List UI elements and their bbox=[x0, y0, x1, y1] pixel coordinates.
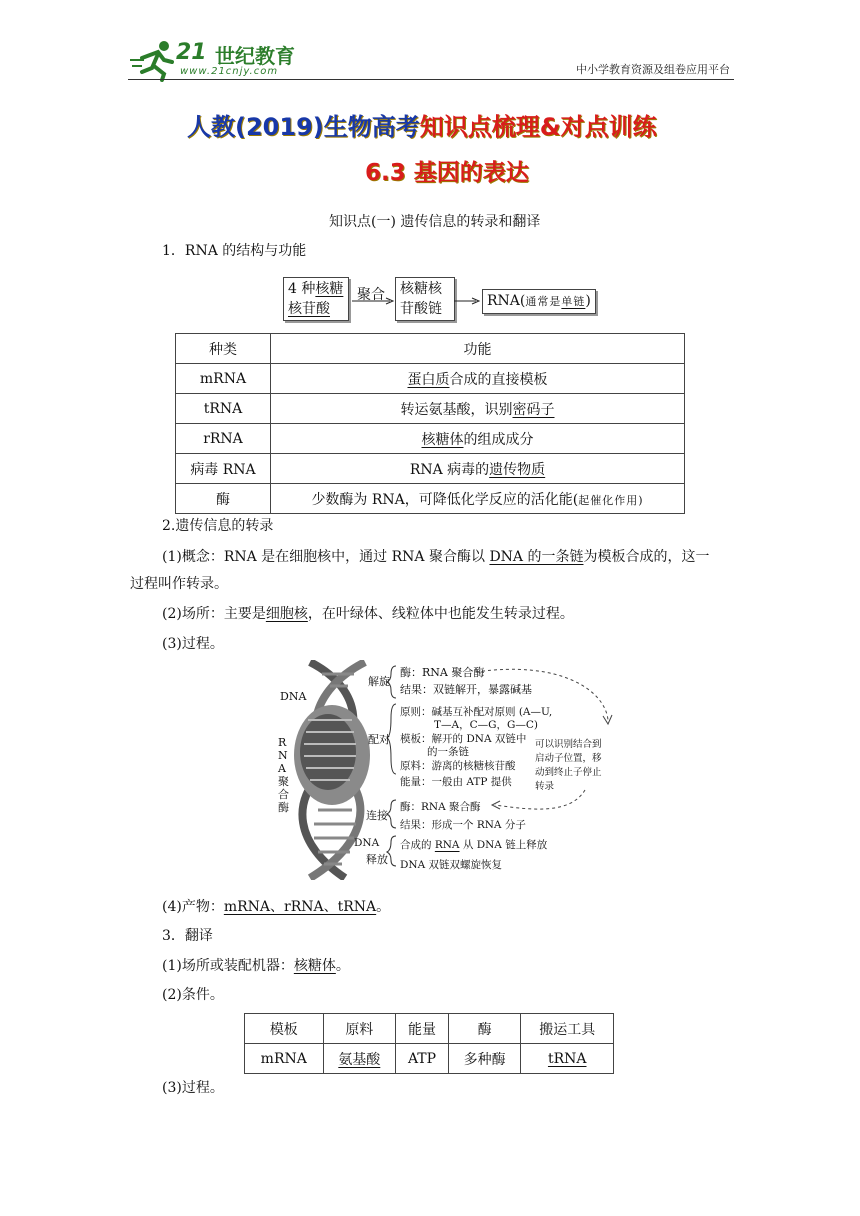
table-cell-underlined: tRNA bbox=[547, 1050, 587, 1067]
flow-arrow-label: 聚合 bbox=[357, 287, 385, 303]
cell-underlined: 蛋白质 bbox=[407, 371, 450, 388]
diagram-step4-underlined: RNA bbox=[434, 839, 460, 851]
cell-pre: 少数酶为 RNA，可降低化学反应的活化能( bbox=[311, 491, 579, 508]
flow-box3-small: 通常是 bbox=[525, 295, 562, 308]
table-row bbox=[176, 454, 685, 484]
flow-box3-suffix: ) bbox=[585, 293, 591, 309]
cell-post: 合成的直接模板 bbox=[449, 371, 548, 388]
diagram-note-line4: 转录 bbox=[535, 781, 555, 792]
cell-post: 的组成成分 bbox=[463, 431, 534, 448]
title-part-b: 知识点梳理&对点训练 bbox=[419, 113, 657, 141]
cell-pre: RNA 病毒的 bbox=[409, 461, 490, 478]
table-header-cell: 能量 bbox=[396, 1014, 449, 1044]
table-cell-kind: tRNA bbox=[176, 394, 271, 424]
document-subtitle: 6.3 基因的表达 bbox=[365, 160, 529, 186]
table-cell bbox=[521, 1044, 614, 1074]
s3-heading: 3．翻译 bbox=[162, 928, 213, 944]
table-header-row bbox=[176, 334, 685, 364]
table-row bbox=[176, 424, 685, 454]
table-row bbox=[176, 394, 685, 424]
table-header-cell: 搬运工具 bbox=[521, 1014, 614, 1044]
diagram-note-line3: 动到终止子停止 bbox=[535, 767, 602, 778]
table-header-kind: 种类 bbox=[176, 334, 271, 364]
diagram-step-unwind: 解旋 bbox=[368, 675, 390, 688]
table-cell bbox=[323, 1044, 396, 1074]
table-cell-underlined: 氨基酸 bbox=[338, 1051, 381, 1068]
header-divider bbox=[128, 79, 734, 80]
s2-p2-post: ，在叶绿体、线粒体中也能发生转录过程。 bbox=[307, 606, 574, 622]
diagram-step4-post: 从 DNA 链上释放 bbox=[459, 839, 548, 851]
diagram-step-pair: 配对 bbox=[368, 733, 390, 746]
s2-paragraph-1-line2: 过程叫作转录。 bbox=[130, 576, 228, 592]
diagram-step4-restore: DNA 双链双螺旋恢复 bbox=[400, 859, 503, 871]
table-header-row bbox=[245, 1014, 614, 1044]
s2-paragraph-3: (3)过程。 bbox=[162, 636, 224, 652]
flow-box1-prefix: 4 种 bbox=[288, 281, 316, 297]
s2-p2-pre: (2)场所：主要是 bbox=[162, 606, 266, 622]
table-header-cell: 原料 bbox=[323, 1014, 396, 1044]
diagram-step2-material: 原料：游离的核糖核苷酸 bbox=[400, 760, 516, 772]
flow-box1-u2: 核苷酸 bbox=[288, 301, 330, 317]
table-cell: ATP bbox=[396, 1044, 449, 1074]
diagram-dna-top-label: DNA bbox=[280, 690, 307, 703]
diagram-note-line1: 可以识别结合到 bbox=[535, 739, 602, 750]
s3-p1-underlined: 核糖体 bbox=[293, 958, 336, 974]
cell-post: 起催化作用) bbox=[578, 493, 644, 507]
cell-pre: 转运氨基酸，识别 bbox=[400, 401, 513, 418]
cell-underlined: 遗传物质 bbox=[489, 461, 546, 478]
flow-arrow-1-icon bbox=[350, 296, 396, 306]
table-cell-function bbox=[271, 394, 685, 424]
table-cell-function bbox=[271, 484, 685, 514]
diagram-handwritten-note bbox=[535, 738, 602, 794]
cell-underlined: 核糖体 bbox=[421, 431, 464, 448]
flow-arrow-2-icon bbox=[452, 296, 482, 306]
s1-heading: 1．RNA 的结构与功能 bbox=[162, 243, 307, 259]
diagram-note-line2: 启动子位置，移 bbox=[535, 753, 602, 764]
s2-p1-pre: (1)概念：RNA 是在细胞核中，通过 RNA 聚合酶以 bbox=[162, 549, 490, 565]
s3-paragraph-3: (3)过程。 bbox=[162, 1080, 224, 1096]
diagram-step-release: 释放 bbox=[366, 853, 388, 866]
s2-p1-post: 为模板合成的，这一 bbox=[583, 549, 710, 565]
header-platform-text: 中小学教育资源及组卷应用平台 bbox=[576, 63, 730, 76]
diagram-step1-enzyme: 酶：RNA 聚合酶 bbox=[400, 666, 485, 679]
logo-number: 21 bbox=[176, 40, 207, 65]
table-row bbox=[176, 364, 685, 394]
table-header-function: 功能 bbox=[271, 334, 685, 364]
s2-p1-underlined: DNA 的一条链 bbox=[489, 549, 584, 565]
diagram-enzyme-label: RNA聚合酶 bbox=[278, 736, 289, 814]
table-header-cell: 模板 bbox=[245, 1014, 324, 1044]
diagram-step3-enzyme: 酶：RNA 聚合酶 bbox=[400, 801, 481, 813]
diagram-step2-energy: 能量：一般由 ATP 提供 bbox=[400, 776, 512, 788]
s2-p4-post: 。 bbox=[376, 899, 391, 915]
s2-paragraph-4 bbox=[162, 897, 390, 917]
s2-p2-underlined: 细胞核 bbox=[265, 606, 308, 622]
s2-heading: 2.遗传信息的转录 bbox=[162, 518, 274, 534]
runner-logo-icon bbox=[128, 38, 178, 82]
diagram-step4-dna: DNA bbox=[354, 837, 380, 849]
s2-paragraph-1 bbox=[162, 547, 709, 567]
table-cell-function bbox=[271, 454, 685, 484]
diagram-step1-result: 结果：双链解开，暴露碱基 bbox=[400, 683, 532, 696]
diagram-step-connect: 连接 bbox=[366, 809, 388, 822]
s3-p1-post: 。 bbox=[335, 958, 350, 974]
logo-text: 世纪教育 bbox=[215, 44, 295, 68]
table-cell-kind: 病毒 RNA bbox=[176, 454, 271, 484]
table-cell-function bbox=[271, 424, 685, 454]
translation-conditions-table bbox=[244, 1013, 614, 1074]
flow-box3-prefix: RNA( bbox=[487, 293, 526, 309]
table-cell-kind: 酶 bbox=[176, 484, 271, 514]
flow-box-rna bbox=[482, 289, 596, 314]
diagram-step2-principle-line2: T—A，C—G，G—C) bbox=[434, 719, 539, 731]
s3-p1-pre: (1)场所或装配机器： bbox=[162, 958, 294, 974]
flow-box2-line2: 苷酸链 bbox=[400, 301, 442, 317]
table-row bbox=[176, 484, 685, 514]
table-cell-kind: rRNA bbox=[176, 424, 271, 454]
diagram-step2-principle: 原则：碱基互补配对原则 (A—U, bbox=[400, 706, 553, 718]
logo-url: www.21cnjy.com bbox=[180, 66, 279, 77]
flow-box1-u1: 核糖 bbox=[315, 281, 344, 297]
table-cell: mRNA bbox=[245, 1044, 324, 1074]
transcription-diagram bbox=[270, 660, 630, 880]
cell-underlined: 密码子 bbox=[512, 401, 555, 418]
diagram-step2-template: 模板：解开的 DNA 双链中 bbox=[400, 733, 527, 745]
table-cell-function bbox=[271, 364, 685, 394]
diagram-step2-template-line2: 的一条链 bbox=[427, 746, 469, 758]
table-header-cell: 酶 bbox=[448, 1014, 521, 1044]
table-row bbox=[245, 1044, 614, 1074]
table-cell-kind: mRNA bbox=[176, 364, 271, 394]
table-cell: 多种酶 bbox=[448, 1044, 521, 1074]
flow-box-nucleotides bbox=[283, 277, 349, 321]
s3-paragraph-2: (2)条件。 bbox=[162, 987, 224, 1003]
flow-box-chain bbox=[395, 277, 455, 321]
diagram-step3-result: 结果：形成一个 RNA 分子 bbox=[400, 819, 526, 831]
rna-function-table bbox=[175, 333, 685, 514]
title-part-a: 人教(2019)生物高考 bbox=[187, 113, 420, 141]
diagram-step4-pre: 合成的 bbox=[400, 839, 435, 851]
flow-box3-u: 单链 bbox=[561, 295, 586, 308]
s3-paragraph-1 bbox=[162, 956, 350, 976]
s2-p4-pre: (4)产物： bbox=[162, 899, 224, 915]
s2-p4-underlined: mRNA、rRNA、tRNA bbox=[223, 899, 377, 915]
s2-paragraph-2 bbox=[162, 604, 574, 624]
flow-box2-line1: 核糖核 bbox=[400, 281, 442, 297]
section-heading: 知识点(一) 遗传信息的转录和翻译 bbox=[329, 214, 541, 230]
diagram-step4-release bbox=[400, 837, 547, 852]
document-title bbox=[187, 107, 657, 142]
